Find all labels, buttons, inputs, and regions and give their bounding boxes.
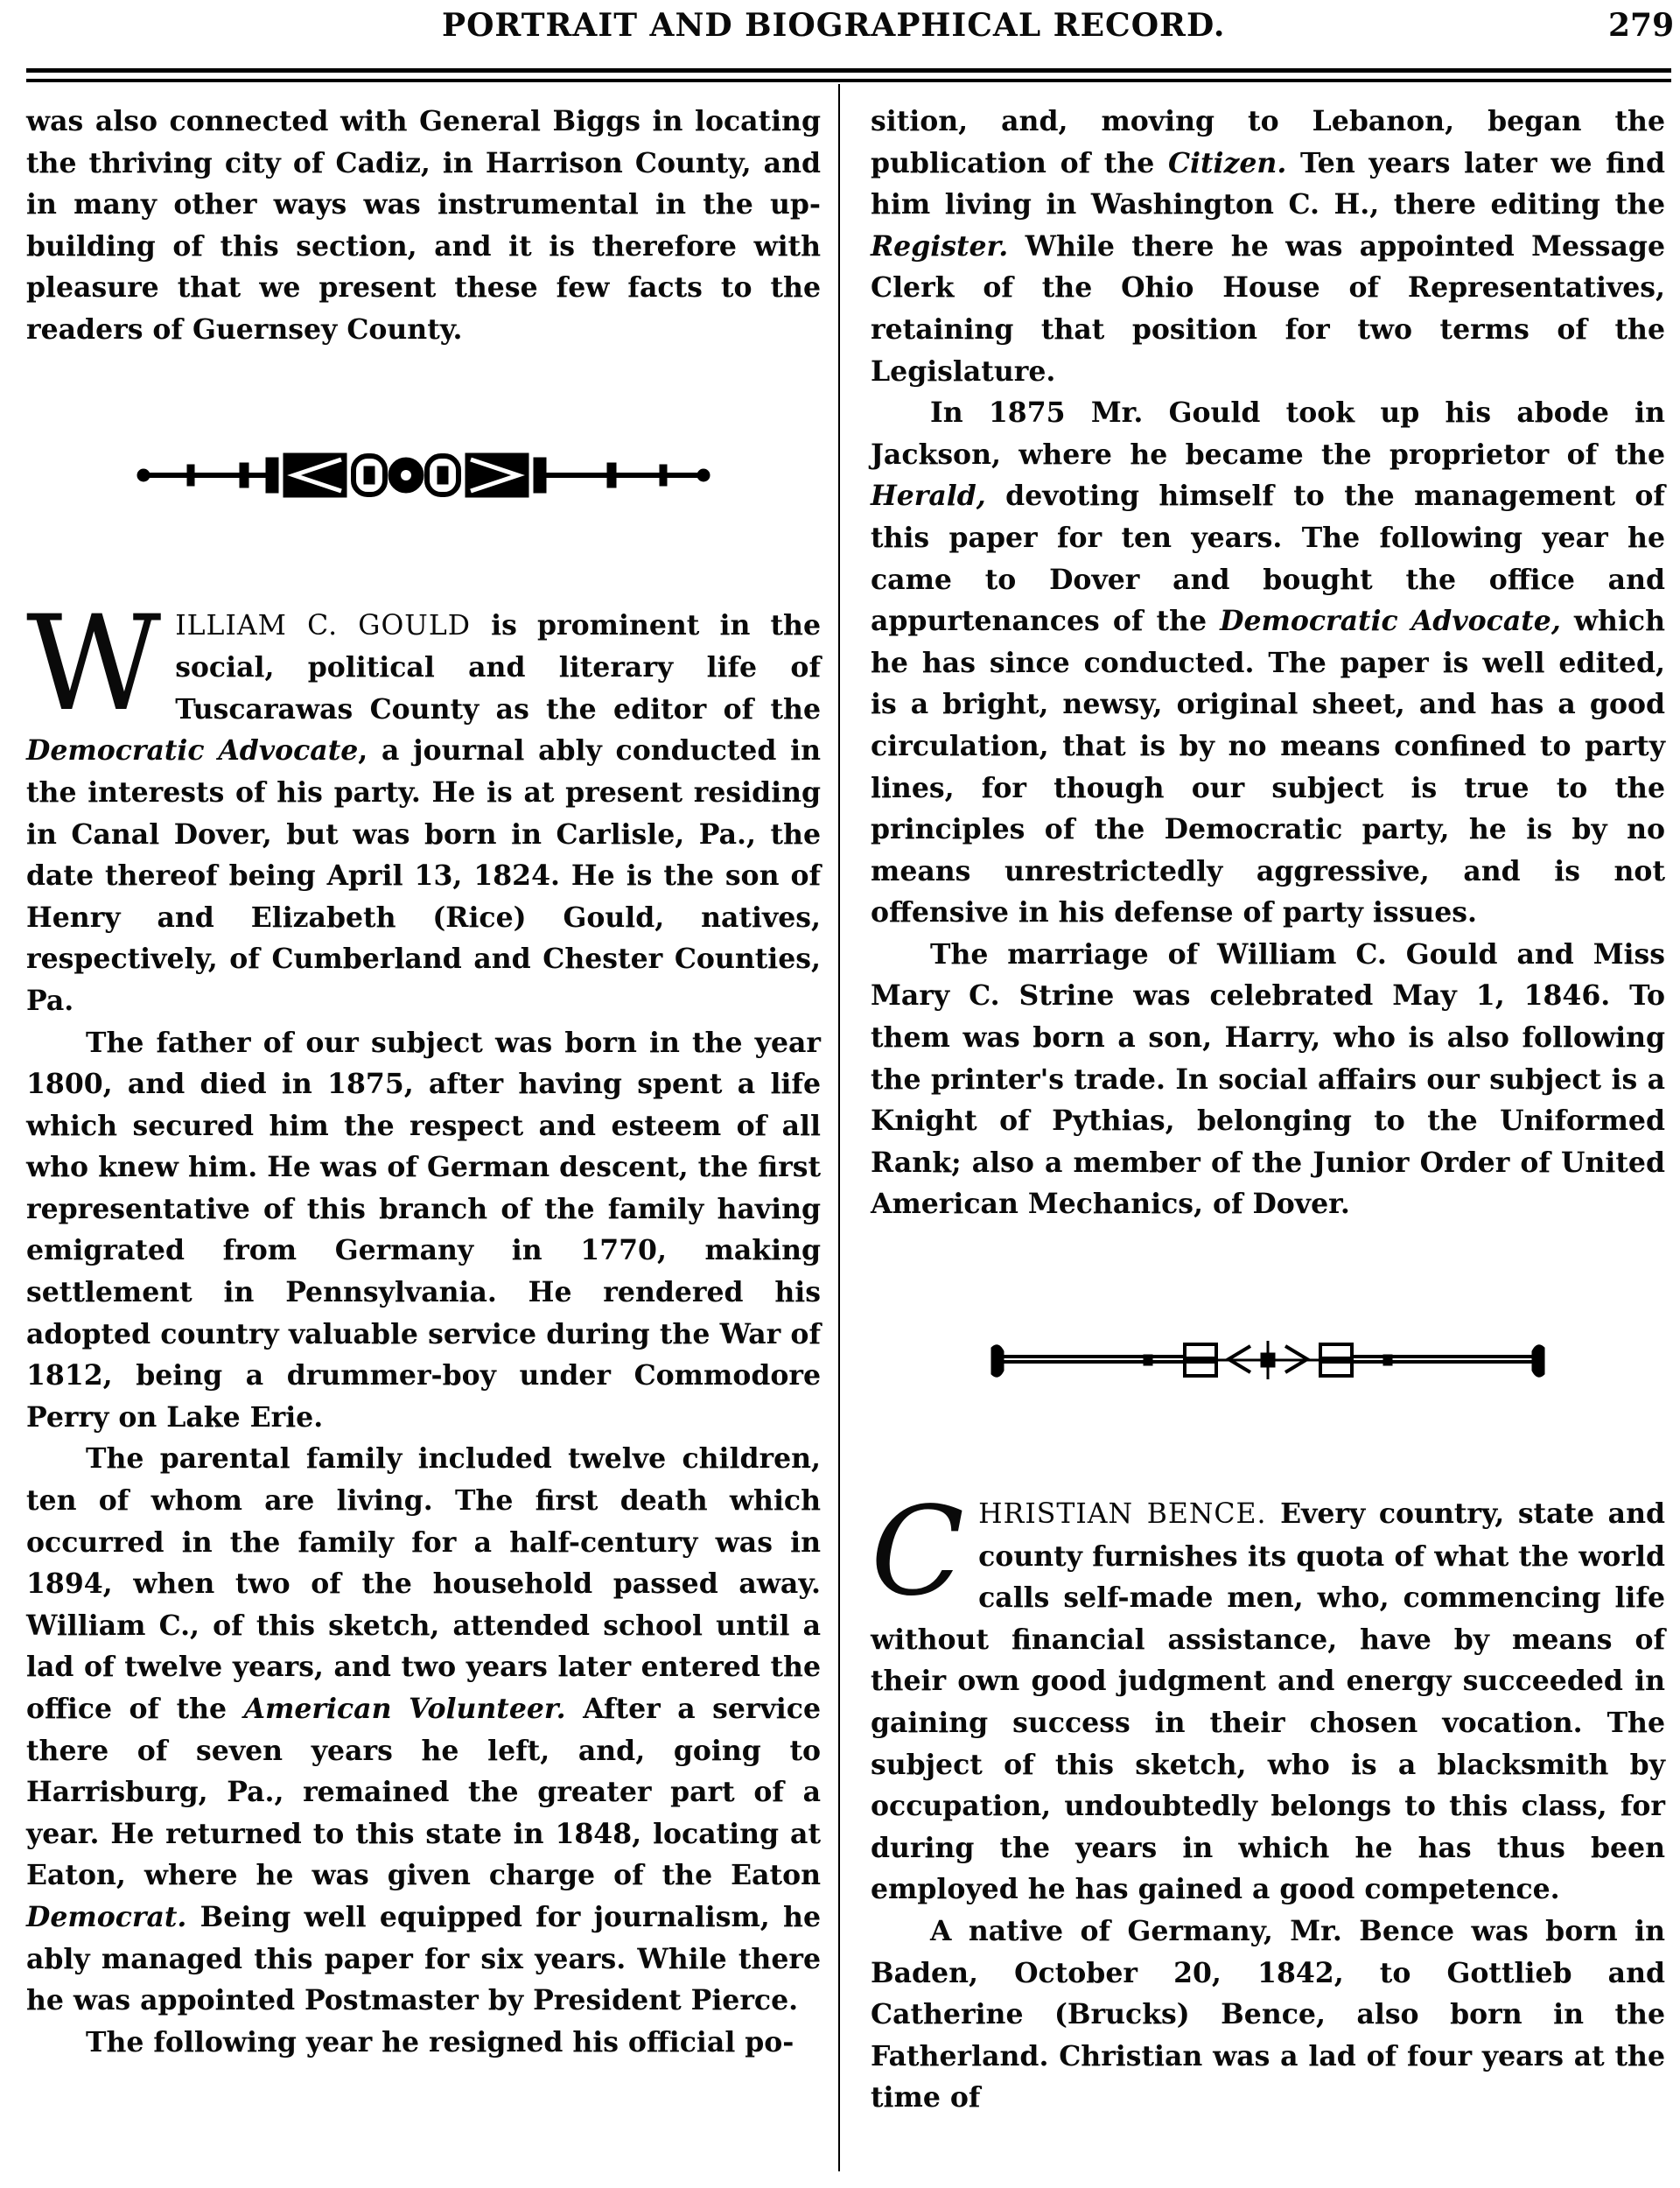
newspaper-title: Democratic Advocate (26, 734, 359, 768)
newspaper-title: Democrat. (26, 1900, 187, 1933)
gould-paragraph-3: The parental family included twelve children, ten of whom are living. The first death which occurred in the family for a half-century was in 1894, when two of the household passed away. William C., of this sketch, attended school until a lad of twelve years, and two years later entered the office of the American Volunteer. After a service there of seven years he left, and, going to Harrisburg, Pa., remained the greater part of a year. He returned to this state in 1848, locating at Eaton, where he was given charge of the Eaton Democrat. Being well equipped for journalism, he ably managed this paper for six years. While there he was appointed Postmaster by President Pierce. (26, 1442, 821, 2017)
newspaper-title: Herald, (871, 480, 986, 513)
gould-paragraph-1: WILLIAM C. GOULD is prominent in the social, political and literary life of Tuscarawas County as the editor of the Democratic Advocate, a journal ably conducted in the interests of his party. He is at present residing in Canal Dover, but was born in Carlisle, Pa., the date thereof being April 13, 1824. He is the son of Henry and Elizabeth (Rice) Gould, natives, respectively, of Cumberland and Chester Counties, Pa. (26, 587, 821, 1017)
gould-paragraph-4-cont: sition, and, moving to Lebanon, began the publication of the Citizen. Ten years later we find him living in Washington C. H., there editing the Register. While there he was appointed Message Clerk of the Ohio House of Representatives, retaining that position for two terms of the Legislature. (871, 105, 1665, 388)
newspaper-title: American Volunteer. (243, 1693, 566, 1725)
drop-cap-w: W (26, 587, 162, 740)
right-column (871, 101, 1665, 2119)
gould-paragraph-6: The marriage of William C. Gould and Miss Mary C. Strine was celebrated May 1, 1846. To them was born a son, Harry, who is also following the printer's trade. In social affairs our subject is a Knight of Pythias, belonging to the Uniformed Rank; also a member of the Junior Order of United American Mechanics, of Dover. (871, 937, 1665, 1221)
newspaper-title: Democratic Advocate, (1220, 605, 1561, 638)
newspaper-title: Citizen. (1167, 146, 1287, 179)
drop-cap-c: C (871, 1481, 965, 1624)
newspaper-title: Register. (871, 229, 1009, 263)
page-header (0, 0, 1680, 88)
page-number: 279 (1608, 7, 1675, 44)
running-title: PORTRAIT AND BIOGRAPHICAL RECORD. (442, 7, 1226, 44)
header-rule-bottom (26, 79, 1671, 82)
header-rule-top (26, 68, 1671, 73)
bence-paragraph-2: A native of Germany, Mr. Bence was born in Baden, October 20, 1842, to Gottlieb and Catherine (Brucks) Bence, also born in the Fatherland. Christian was a lad of four years at the time of (871, 1914, 1665, 2114)
ornament-rule-icon (135, 449, 712, 501)
gould-paragraph-4-start: The following year he resigned his official po- (86, 2025, 794, 2058)
bence-paragraph-1: CHRISTIAN BENCE. Every country, state and county furnishes its quota of what the world calls self-made men, who, commencing life without financial assistance, have by means of their own good judgment and energy succeeded in gaining success in their chosen vocation. The subject of this sketch, who is a blacksmith by occupation, undoubtedly belongs to this class, for during the years in which he has thus been employed he has gained a good competence. (871, 1481, 1665, 1906)
continued-paragraph: was also connected with General Biggs in locating the thriving city of Cadiz, in Harrison County, and in many other ways was instrumental in the up-building of this section, and it is therefore with pleasure that we present these few facts to the readers of Guernsey County. (26, 105, 821, 346)
subject-name: ILLIAM C. GOULD (175, 609, 472, 642)
gould-paragraph-2: The father of our subject was born in the year 1800, and died in 1875, after having spent a life which secured him the respect and esteem of all who knew him. He was of German descent, the first representative of this branch of the family having emigrated from Germany in 1770, making settlement in Pennsylvania. He rendered his adopted country valuable service during the War of 1812, being a drummer-boy under Commodore Perry on Lake Erie. (26, 1026, 821, 1434)
ornament-rule-icon (988, 1337, 1548, 1381)
column-divider (838, 84, 840, 2171)
subject-name: HRISTIAN BENCE. (978, 1498, 1267, 1531)
gould-paragraph-5: In 1875 Mr. Gould took up his abode in Jackson, where he became the proprietor of the Herald, devoting himself to the management of this paper for ten years. The following year he came to Dover and bought the office and appurtenances of the Democratic Advocate, which he has since conducted. The paper is well edited, is a bright, newsy, original sheet, and has a good circulation, that is by no means confined to party lines, for though our subject is true to the principles of the Democratic party, he is by no means unrestrictedly aggressive, and is not offensive in his defense of party issues. (871, 396, 1665, 929)
left-column (26, 101, 821, 2063)
